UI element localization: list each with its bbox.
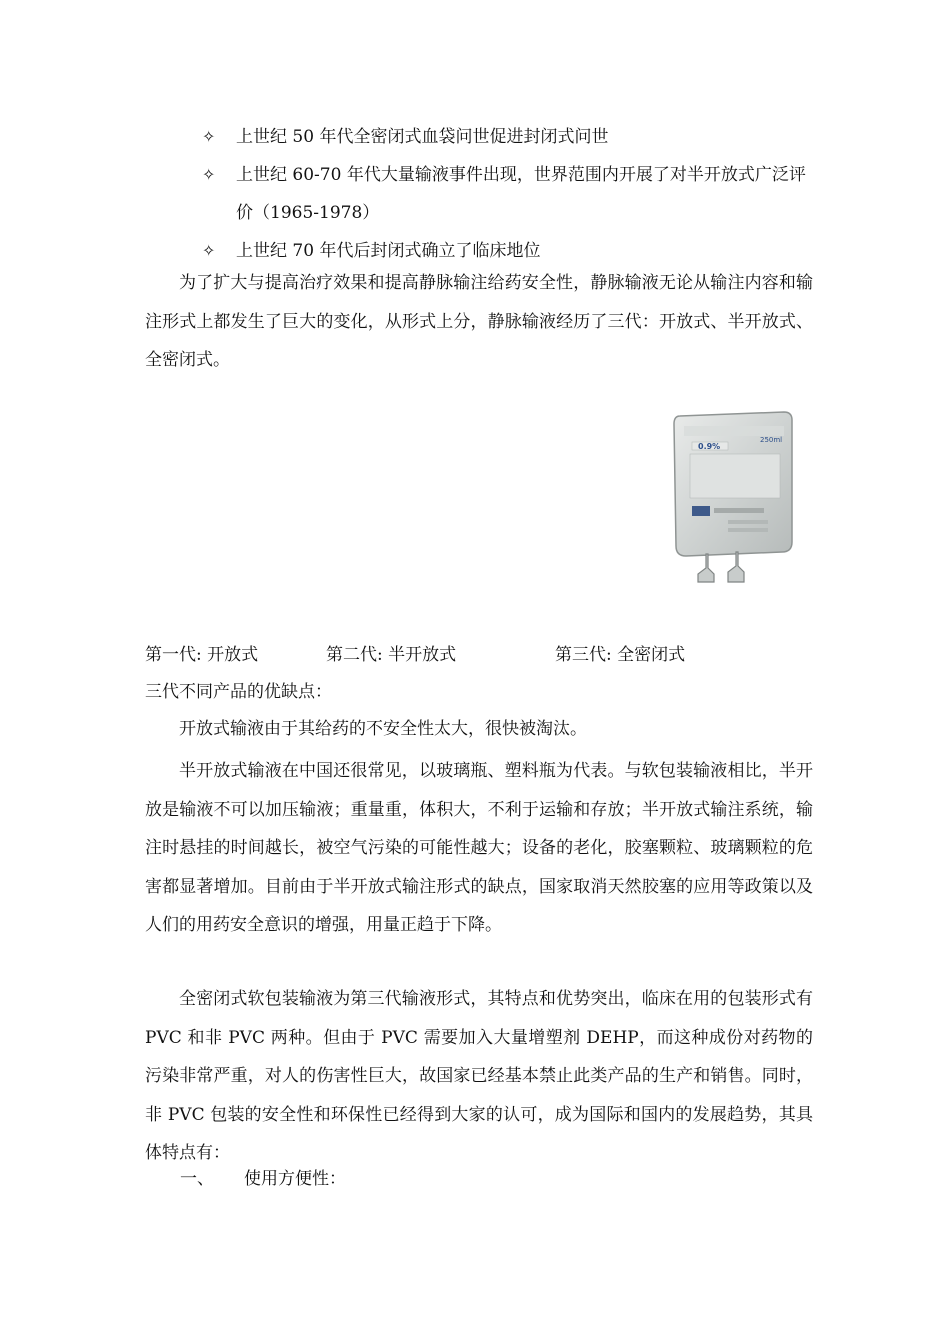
feature-item-text: 使用方便性： [244,1169,346,1189]
iv-bag-image [668,410,798,590]
pros-cons-heading: 三代不同产品的优缺点： [145,682,332,702]
diamond-bullet-icon: ✧ [202,165,216,184]
bullet-text: 上世纪 50 年代全密闭式血袋问世促进封闭式问世 [236,127,609,147]
caption-second-gen: 第二代: 半开放式 [326,645,457,665]
bullet-item [202,118,822,156]
caption-first-gen: 第一代: 开放式 [145,645,259,665]
bullet-item [202,156,822,232]
diamond-bullet-icon: ✧ [202,127,216,146]
generation-captions [145,640,825,670]
open-type-paragraph: 开放式输液由于其给药的不安全性太大，很快被淘汰。 [179,719,587,739]
bag-concentration-label: 0.9% [698,442,721,451]
iv-bag-icon [668,410,798,590]
feature-item-number: 一、 [180,1169,214,1189]
bullet-text: 上世纪 60-70 年代大量输液事件出现，世界范围内开展了对半开放式广泛评价（1965-1978） [236,165,806,223]
bullet-text: 上世纪 70 年代后封闭式确立了临床地位 [236,241,541,261]
intro-paragraph: 为了扩大与提高治疗效果和提高静脉输注给药安全性，静脉输液无论从输注内容和输注形式上都发生了巨大的变化，从形式上分，静脉输液经历了三代：开放式、半开放式、全密闭式。 [145,273,813,370]
diamond-bullet-icon: ✧ [202,241,216,260]
feature-item-1 [180,1160,346,1198]
semi-open-paragraph: 半开放式输液在中国还很常见，以玻璃瓶、塑料瓶为代表。与软包装输液相比，半开放是输液不可以加压输液；重量重，体积大，不利于运输和存放；半开放式输注系统，输注时悬挂的时间越长，被空气污染的可能性越大；设备的老化，胶塞颗粒、玻璃颗粒的危害都显著增加。目前由于半开放式输注形式的缺点，国家取消天然胶塞的应用等政策以及人们的用药安全意识的增强，用量正趋于下降。 [145,761,813,935]
bag-volume-label: 250ml [760,436,783,444]
history-bullet-list [202,118,822,270]
caption-third-gen: 第三代: 全密闭式 [555,645,686,665]
closed-type-paragraph: 全密闭式软包装输液为第三代输液形式，其特点和优势突出，临床在用的包装形式有 PVC 和非 PVC 两种。但由于 PVC 需要加入大量增塑剂 DEHP，而这种成份对药物的污染非常严重，对人的伤害性巨大，故国家已经基本禁止此类产品的生产和销售。同时，非 PVC 包装的安全性和环保性已经得到大家的认可，成为国际和国内的发展趋势，其具体特点有： [145,989,813,1163]
